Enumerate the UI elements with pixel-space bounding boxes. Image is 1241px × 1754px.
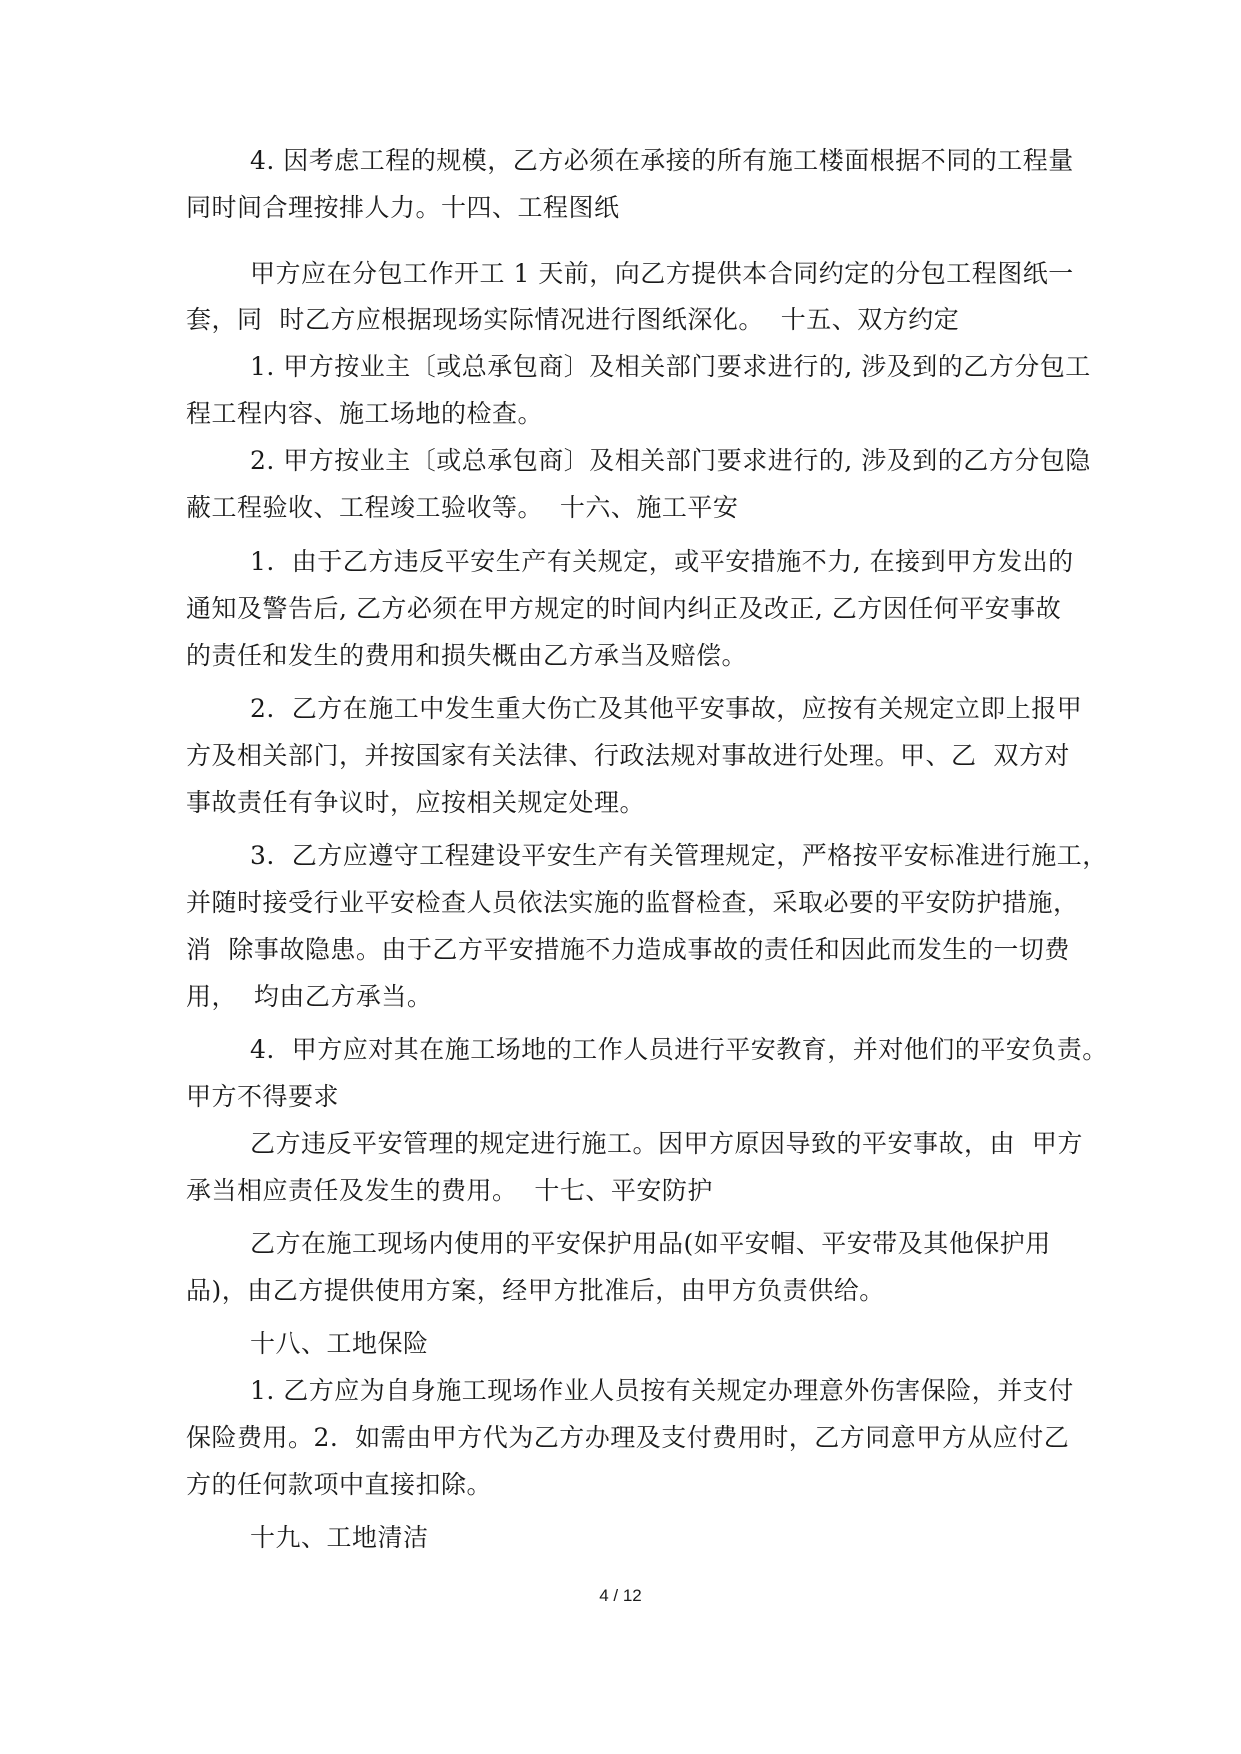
text-line: 程工程内容、施工场地的检查。	[186, 399, 544, 428]
text-line: 承当相应责任及发生的费用。 十七、平安防护	[186, 1176, 713, 1205]
text-line: 甲方应在分包工作开工 1 天前，向乙方提供本合同约定的分包工程图纸一	[250, 259, 1074, 288]
text-line: 并随时接受行业平安检查人员依法实施的监督检查，采取必要的平安防护措施，	[186, 888, 1079, 917]
section-heading: 十八、工地保险	[250, 1329, 429, 1358]
text-line: 蔽工程验收、工程竣工验收等。 十六、施工平安	[186, 493, 739, 522]
text-line: 1. 乙方应为自身施工现场作业人员按有关规定办理意外伤害保险，并支付	[250, 1376, 1074, 1405]
text-line: 乙方违反平安管理的规定进行施工。因甲方原因导致的平安事故，由 甲方	[250, 1129, 1083, 1158]
text-line: 2. 甲方按业主〔或总承包商〕及相关部门要求进行的, 涉及到的乙方分包隐	[250, 446, 1091, 475]
text-line: 用， 均由乙方承当。	[186, 982, 433, 1011]
text-line: 保险费用。2. 如需由甲方代为乙方办理及支付费用时，乙方同意甲方从应付乙	[186, 1423, 1070, 1452]
text-line: 1. 由于乙方违反平安生产有关规定，或平安措施不力, 在接到甲方发出的	[250, 547, 1074, 576]
text-line: 套，同 时乙方应根据现场实际情况进行图纸深化。 十五、双方约定	[186, 305, 960, 334]
text-line: 4. 甲方应对其在施工场地的工作人员进行平安教育，并对他们的平安负责。	[250, 1035, 1108, 1064]
text-line: 通知及警告后, 乙方必须在甲方规定的时间内纠正及改正, 乙方因任何平安事故	[186, 594, 1062, 623]
text-line: 同时间合理按排人力。十四、工程图纸	[186, 193, 620, 222]
text-line: 4. 因考虑工程的规模，乙方必须在承接的所有施工楼面根据不同的工程量	[250, 146, 1074, 175]
text-line: 2. 乙方在施工中发生重大伤亡及其他平安事故，应按有关规定立即上报甲	[250, 694, 1083, 723]
text-line: 1. 甲方按业主〔或总承包商〕及相关部门要求进行的, 涉及到的乙方分包工	[250, 352, 1091, 381]
text-line: 事故责任有争议时，应按相关规定处理。	[186, 788, 646, 817]
section-heading: 十九、工地清洁	[250, 1523, 429, 1552]
text-line: 3. 乙方应遵守工程建设平安生产有关管理规定，严格按平安标准进行施工，	[250, 841, 1108, 870]
text-line: 方的任何款项中直接扣除。	[186, 1470, 493, 1499]
page-number: 4 / 12	[599, 1586, 642, 1605]
text-line: 品)，由乙方提供使用方案，经甲方批准后，由甲方负责供给。	[186, 1276, 885, 1305]
text-line: 方及相关部门，并按国家有关法律、行政法规对事故进行处理。甲、乙 双方对	[186, 741, 1070, 770]
text-line: 乙方在施工现场内使用的平安保护用品(如平安帽、平安带及其他保护用	[250, 1229, 1051, 1258]
text-line: 的责任和发生的费用和损失概由乙方承当及赔偿。	[186, 641, 748, 670]
text-line: 消 除事故隐患。由于乙方平安措施不力造成事故的责任和因此而发生的一切费	[186, 935, 1070, 964]
text-line: 甲方不得要求	[186, 1082, 340, 1111]
